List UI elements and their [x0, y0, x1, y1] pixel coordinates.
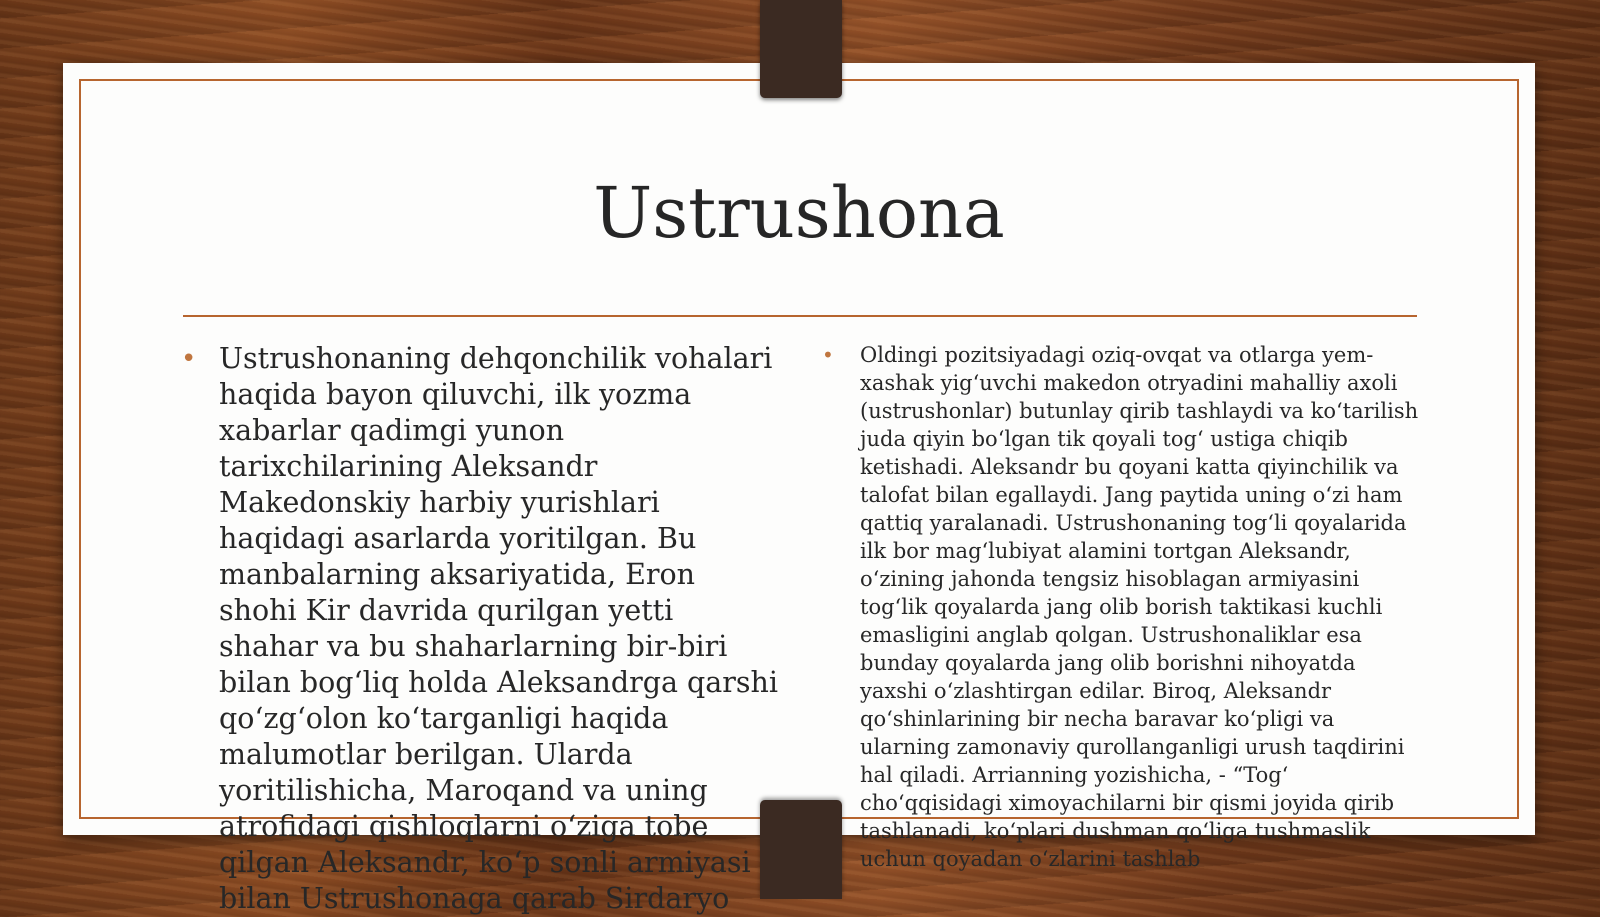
right-bullet-item — [822, 341, 1420, 873]
slide-title: Ustrushona — [593, 172, 1005, 254]
bullet-icon: • — [181, 344, 197, 374]
right-text-column — [822, 341, 1420, 873]
binder-clip-top — [760, 0, 842, 98]
left-bullet-text: Ustrushonaning dehqonchilik vohalari haqida bayon qiluvchi, ilk yozma xabarlar qadimgi yunon tarixchilarining Aleksandr Makedonskiy harbiy yurishlari haqidagi asarlarda yoritilgan. Bu manbalarning aksariyatida, Eron shohi Kir davrida qurilgan yetti shahar va bu shaharlarning bir-biri bilan bog‘liq holda Aleksandrga qarshi qo‘zg‘olon ko‘targanligi haqida malumotlar berilgan. Ularda yoritilishicha, Maroqand va uning atrofidagi qishloqlarni o‘ziga tobe qilgan Aleksandr, ko‘p sonli armiyasi bilan Ustrushonaga qarab Sirdaryo — [219, 342, 778, 915]
left-bullet-item — [181, 341, 779, 917]
binder-clip-bottom — [760, 800, 842, 899]
title-divider — [183, 315, 1417, 317]
left-text-column — [181, 341, 779, 917]
bullet-icon: • — [822, 343, 834, 367]
right-bullet-text: Oldingi pozitsiyadagi oziq-ovqat va otlarga yem-xashak yig‘uvchi makedon otryadini mahalliy axoli (ustrushonlar) butunlay qirib tashlaydi va ko‘tarilish juda qiyin bo‘lgan tik qoyali tog‘ ustiga chiqib ketishadi. Aleksandr bu qoyani katta qiyinchilik va talofat bilan egallaydi. Jang paytida uning o‘zi ham qattiq yaralanadi. Ustrushonaning tog‘li qoyalarida ilk bor mag‘lubiyat alamini tortgan Aleksandr, o‘zining jahonda tengsiz hisoblagan armiyasini tog‘lik qoyalarda jang olib borish taktikasi kuchli emasligini anglab qolgan. Ustrushonaliklar esa bunday qoyalarda jang olib borishni nihoyatda yaxshi o‘zlashtirgan edilar. Biroq, Aleksandr qo‘shinlarining bir necha baravar ko‘pligi va ularning zamonaviy qurollanganligi urush taqdirini hal qiladi. Arrianning yozishicha, - “Tog‘ cho‘qqisidagi ximoyachilarni bir qismi joyida qirib tashlanadi, ko‘plari dushman qo‘liga tushmaslik uchun qoyadan o‘zlarini tashlab — [860, 343, 1419, 871]
